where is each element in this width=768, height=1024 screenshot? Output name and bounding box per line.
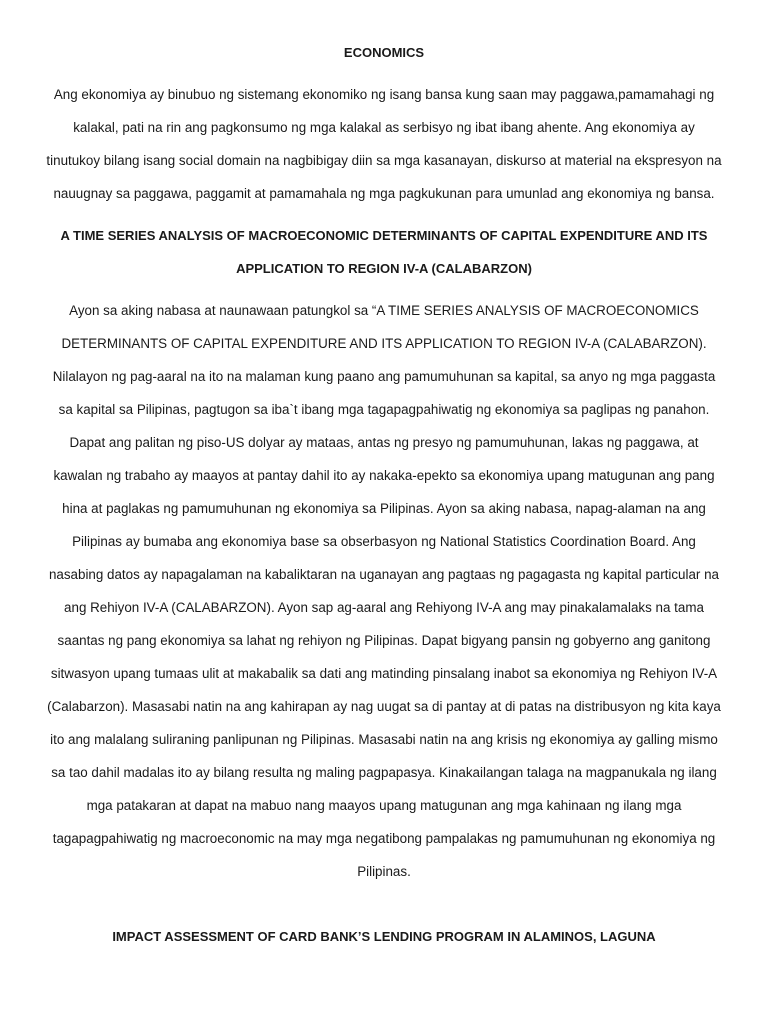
heading-line: APPLICATION TO REGION IV-A (CALABARZON) [236, 261, 532, 276]
paragraph-line: sitwasyon upang tumaas ulit at makabalik sa dati ang matinding pinsalang inabot sa ekonomiya ng Rehiyon IV-A [50, 666, 718, 681]
paragraph-line: Nilalayon ng pag-aaral na ito na malaman kung paano ang pamumuhunan sa kapital, sa anyo ng mga paggasta [52, 369, 716, 384]
paragraph-line: hina at paglakas ng pamumuhunan ng ekonomiya sa Pilipinas. Ayon sa aking nabasa, napag-alaman na ang [62, 501, 706, 516]
paragraph-line: ito ang malalang suliraning panlipunan ng Pilipinas. Masasabi natin na ang krisis ng ekonomiya ay galling mismo [50, 732, 718, 747]
section-heading-time-series-analysis [30, 219, 738, 285]
paragraph-line: sa tao dahil madalas ito ay bilang resulta ng maling pagpapasya. Kinakailangan talaga na magpanukala ng ilang [51, 765, 717, 780]
paragraph-time-series-review [30, 294, 738, 888]
section-heading-card-bank-impact: IMPACT ASSESSMENT OF CARD BANK’S LENDING PROGRAM IN ALAMINOS, LAGUNA [112, 929, 656, 944]
paragraph-line: mga patakaran at dapat na mabuo nang maayos upang matugunan ang mga kahinaan ng ilang mga [86, 798, 682, 813]
paragraph-line: (Calabarzon). Masasabi natin na ang kahirapan ay nag uugat sa di pantay at di patas na distribusyon ng kita kaya [47, 699, 721, 714]
paragraph-line: saantas ng pang ekonomiya sa lahat ng rehiyon ng Pilipinas. Dapat bigyang pansin ng gobyerno ang ganitong [57, 633, 711, 648]
section-heading-economics: ECONOMICS [343, 45, 425, 60]
paragraph-line: sa kapital sa Pilipinas, pagtugon sa iba`t ibang mga tagapagpahiwatig ng ekonomiya sa paglipas ng panahon. [58, 402, 710, 417]
heading-line: A TIME SERIES ANALYSIS OF MACROECONOMIC DETERMINANTS OF CAPITAL EXPENDITURE AND ITS [60, 228, 708, 243]
paragraph-line: Pilipinas ay bumaba ang ekonomiya base sa obserbasyon ng National Statistics Coordination Board. Ang [72, 534, 696, 549]
paragraph-line: Ayon sa aking nabasa at naunawaan patungkol sa “A TIME SERIES ANALYSIS OF MACROECONOMICS [69, 303, 699, 318]
paragraph-line: Pilipinas. [357, 864, 411, 879]
paragraph-line: tagapagpahiwatig ng macroeconomic na may mga negatibong pampalakas ng pamumuhunan ng ekonomiya ng [52, 831, 716, 846]
paragraph-line: tinutukoy bilang isang social domain na nagbibigay diin sa mga kasanayan, diskurso at material na ekspresyon na [46, 153, 722, 168]
paragraph-line: kawalan ng trabaho ay maayos at pantay dahil ito ay nakaka-epekto sa ekonomiya upang matugunan ang pang [53, 468, 715, 483]
paragraph-line: DETERMINANTS OF CAPITAL EXPENDITURE AND ITS APPLICATION TO REGION IV-A (CALABARZON). [61, 336, 707, 351]
paragraph-line: ang Rehiyon IV-A (CALABARZON). Ayon sap ag-aaral ang Rehiyong IV-A ang may pinakalamalaks na tama [64, 600, 704, 615]
paragraph-line: nauugnay sa paggawa, paggamit at pamamahala ng mga pagkukunan para umunlad ang ekonomiya ng bansa. [53, 186, 715, 201]
paragraph-line: kalakal, pati na rin ang pagkonsumo ng mga kalakal as serbisyo ng ibat ibang ahente. Ang ekonomiya ay [73, 120, 695, 135]
paragraph-line: nasabing datos ay napagalaman na kabaliktaran na uganayan ang pagtaas ng pagagasta ng kapital particular na [48, 567, 720, 582]
paragraph-line: Dapat ang palitan ng piso-US dolyar ay mataas, antas ng presyo ng pamumuhunan, lakas ng paggawa, at [69, 435, 699, 450]
paragraph-economics-definition [30, 78, 738, 210]
paragraph-line: Ang ekonomiya ay binubuo ng sistemang ekonomiko ng isang bansa kung saan may paggawa,pamamahagi ng [53, 87, 715, 102]
